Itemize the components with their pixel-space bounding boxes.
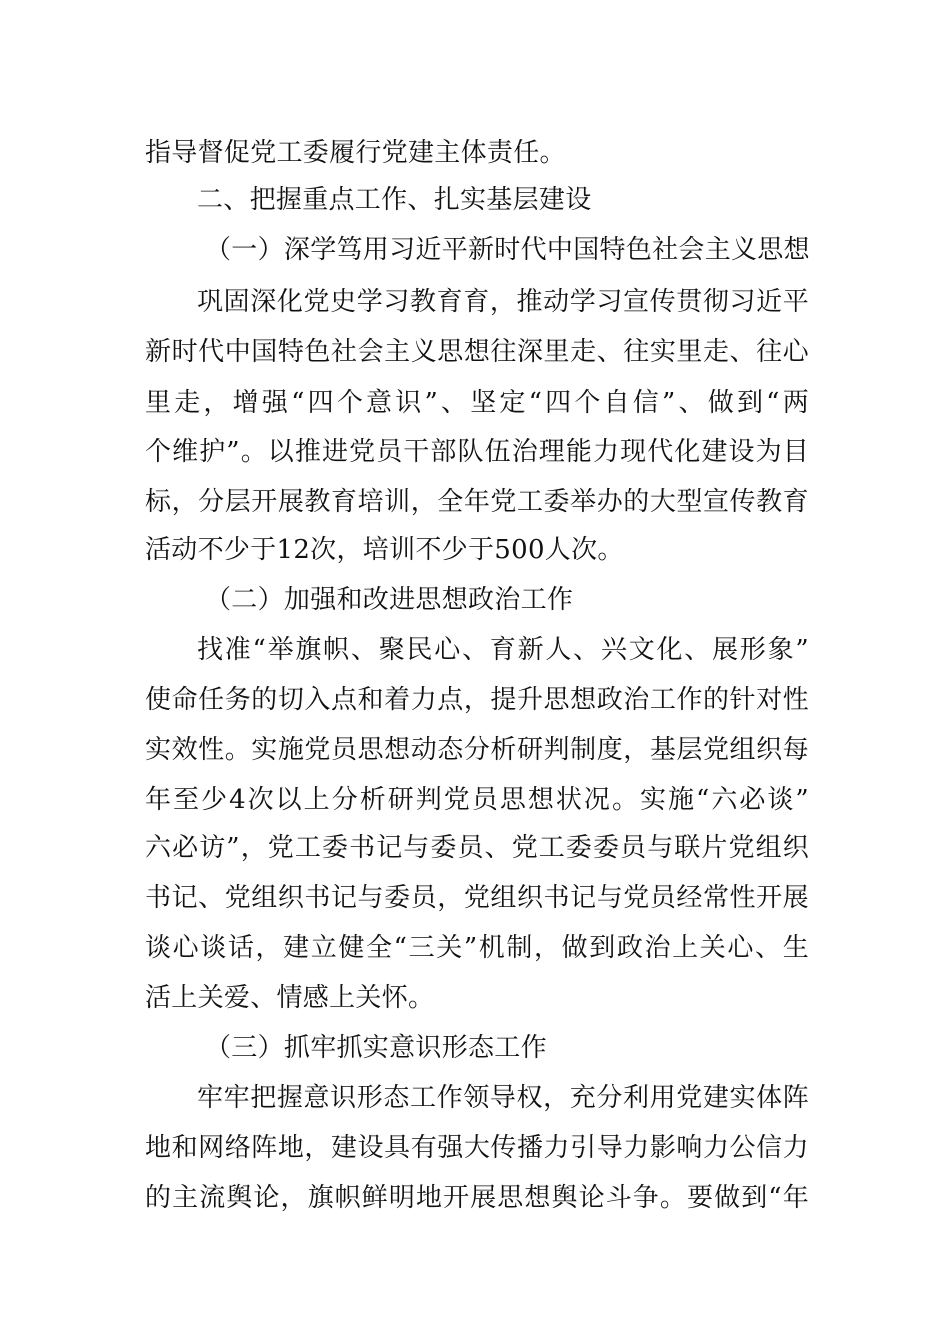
paragraph-line: 书记、党组织书记与委员，党组织书记与党员经常性开展: [145, 883, 809, 913]
paragraph-line: 六必访”，党工委书记与委员、党工委委员与联片党组织: [145, 833, 809, 863]
paragraph-line: 标，分层开展教育培训，全年党工委举办的大型宣传教育: [145, 487, 809, 517]
paragraph-line: 指导督促党工委履行党建主体责任。: [145, 138, 566, 168]
paragraph-line: 地和网络阵地，建设具有强大传播力引导力影响力公信力: [145, 1133, 809, 1163]
paragraph-line: 使命任务的切入点和着力点，提升思想政治工作的针对性: [145, 685, 809, 715]
paragraph-line: 巩固深化党史学习教育育，推动学习宣传贯彻习近平: [197, 287, 809, 317]
subsection-heading: （一）深学笃用习近平新时代中国特色社会主义思想: [205, 235, 810, 265]
paragraph-line: 找准“举旗帜、聚民心、育新人、兴文化、展形象”: [197, 635, 809, 665]
paragraph-line: 的主流舆论，旗帜鲜明地开展思想舆论斗争。要做到“年: [145, 1183, 809, 1213]
paragraph-line: 新时代中国特色社会主义思想往深里走、往实里走、往心: [145, 337, 809, 367]
paragraph-line: 活上关爱、情感上关怀。: [145, 983, 435, 1013]
paragraph-line: 谈心谈话，建立健全“三关”机制，做到政治上关心、生: [145, 933, 809, 963]
paragraph-line: 实效性。实施党员思想动态分析研判制度，基层党组织每: [145, 735, 809, 765]
section-heading: 二、把握重点工作、扎实基层建设: [197, 185, 592, 215]
paragraph-line: 活动不少于12次，培训不少于500人次。: [145, 535, 624, 565]
paragraph-line: 牢牢把握意识形态工作领导权，充分利用党建实体阵: [197, 1083, 809, 1113]
subsection-heading: （二）加强和改进思想政治工作: [205, 585, 574, 615]
paragraph-line: 个维护”。以推进党员干部队伍治理能力现代化建设为目: [145, 437, 809, 467]
subsection-heading: （三）抓牢抓实意识形态工作: [205, 1033, 547, 1063]
paragraph-line: 年至少4次以上分析研判党员思想状况。实施“六必谈”: [145, 785, 809, 815]
paragraph-line: 里走，增强“四个意识”、坚定“四个自信”、做到“两: [145, 388, 809, 418]
